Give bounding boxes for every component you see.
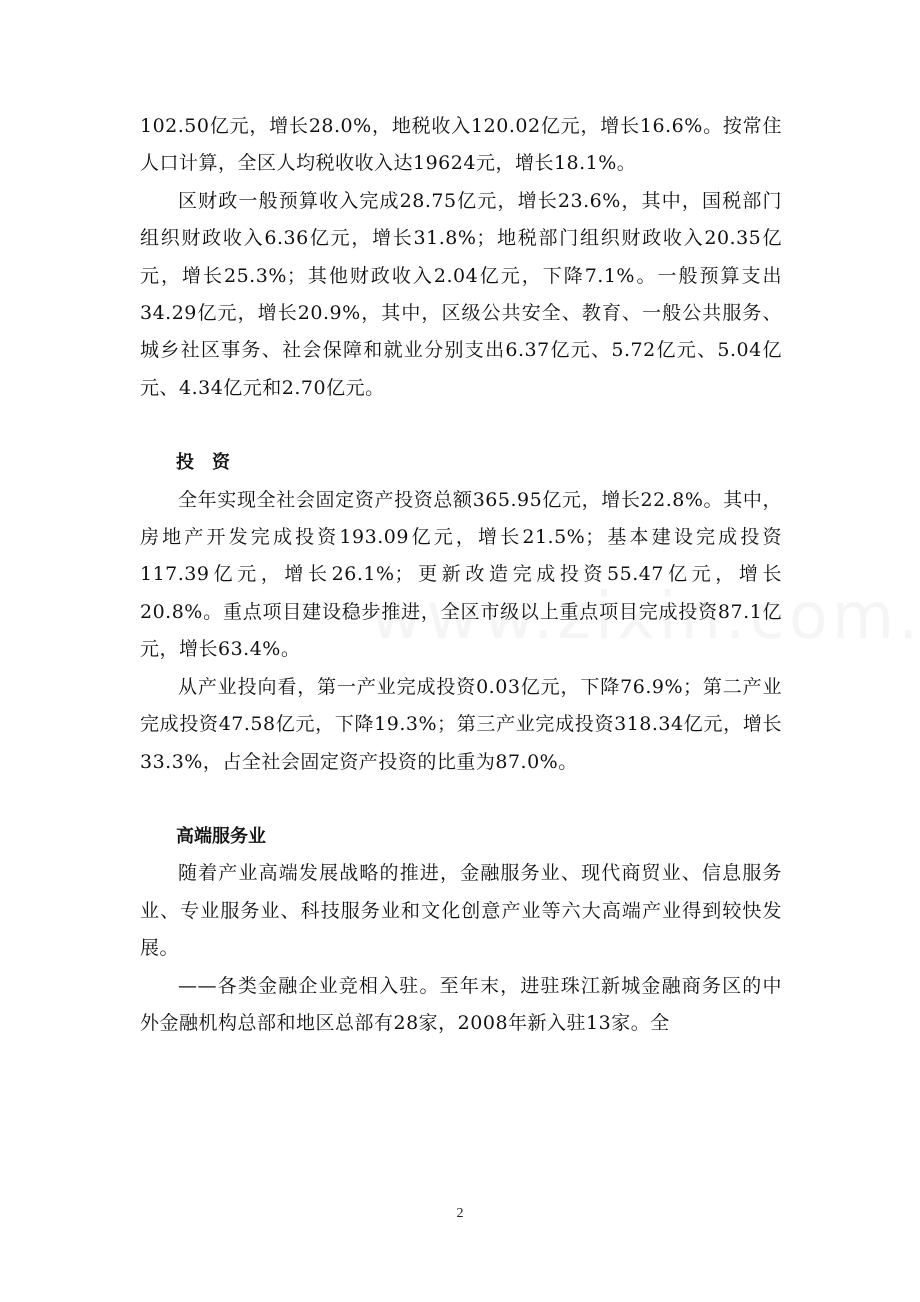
paragraph-tax-continuation: 102.50亿元，增长28.0%，地税收入120.02亿元，增长16.6%。按常住人口计算，全区人均税收收入达19624元，增长18.1%。 [140,115,782,175]
paragraph-investment-total: 全年实现全社会固定资产投资总额365.95亿元，增长22.8%。其中，房地产开发完成投资193.09亿元，增长21.5%；基本建设完成投资117.39亿元，增长26.1%；更新改造完成投资55.47亿元，增长20.8%。重点项目建设稳步推进，全区市级以上重点项目完成投资87.1亿元，增长63.4%。 [140,488,782,661]
page-number: 2 [456,1206,464,1221]
section-heading-investment: 投 资 [176,452,230,474]
document-page [140,108,782,1042]
paragraph-investment-by-industry: 从产业投向看，第一产业完成投资0.03亿元，下降76.9%；第二产业完成投资47.58亿元，下降19.3%；第三产业完成投资318.34亿元，增长33.3%，占全社会固定资产投资的比重为87.0%。 [140,675,782,773]
paragraph-fiscal-budget: 区财政一般预算收入完成28.75亿元，增长23.6%，其中，国税部门组织财政收入6.36亿元，增长31.8%；地税部门组织财政收入20.35亿元，增长25.3%；其他财政收入2.04亿元，下降7.1%。一般预算支出34.29亿元，增长20.9%，其中，区级公共安全、教育、一般公共服务、城乡社区事务、社会保障和就业分别支出6.37亿元、5.72亿元、5.04亿元、4.34亿元和2.70亿元。 [140,189,782,399]
section-spacer [140,781,782,818]
section-spacer [140,407,782,444]
paragraph-services-intro: 随着产业高端发展战略的推进，金融服务业、现代商贸业、信息服务业、专业服务业、科技服务业和文化创意产业等六大高端产业得到较快发展。 [140,862,782,960]
section-heading-services: 高端服务业 [176,825,266,847]
paragraph-financial-institutions: ——各类金融企业竞相入驻。至年末，进驻珠江新城金融商务区的中外金融机构总部和地区总部有28家，2008年新入驻13家。全 [140,974,782,1034]
